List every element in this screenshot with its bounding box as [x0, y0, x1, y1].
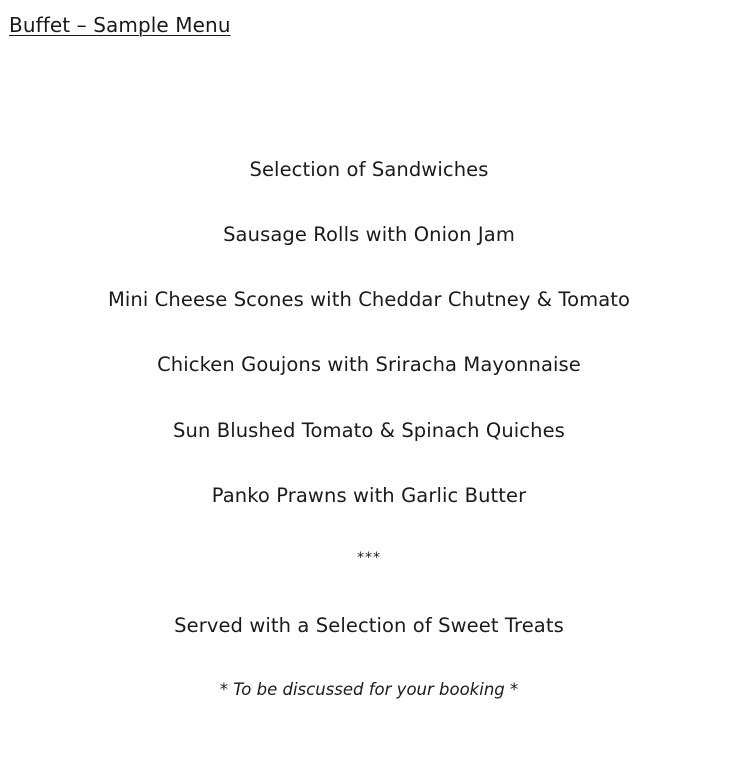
page-title: Buffet – Sample Menu	[9, 13, 231, 37]
menu-item-cheese-scones: Mini Cheese Scones with Cheddar Chutney & Tomato	[107, 288, 631, 311]
menu-item-sandwiches: Selection of Sandwiches	[249, 158, 489, 181]
menu-item-quiches: Sun Blushed Tomato & Spinach Quiches	[173, 419, 565, 442]
section-separator: ***	[357, 550, 381, 566]
menu-item-panko-prawns: Panko Prawns with Garlic Butter	[211, 484, 527, 507]
menu-item-chicken-goujons: Chicken Goujons with Sriracha Mayonnaise	[157, 353, 581, 376]
menu-item-sausage-rolls: Sausage Rolls with Onion Jam	[223, 223, 515, 246]
closing-line: Served with a Selection of Sweet Treats	[174, 614, 564, 637]
booking-note: * To be discussed for your booking *	[219, 680, 519, 699]
